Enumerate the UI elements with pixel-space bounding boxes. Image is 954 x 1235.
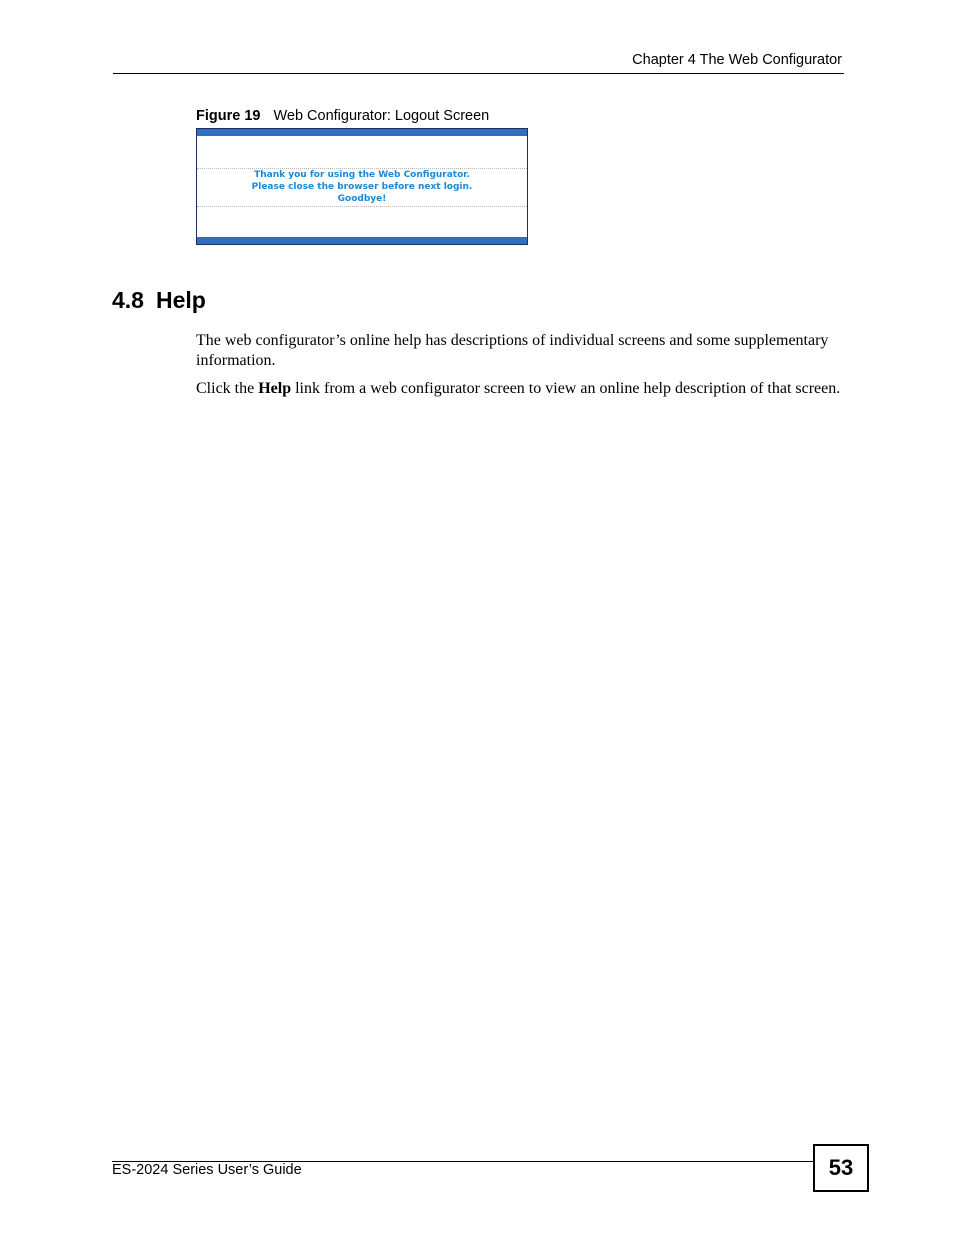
logout-message-line: Thank you for using the Web Configurator. xyxy=(254,170,470,180)
header-rule xyxy=(113,73,844,74)
logout-screen-figure xyxy=(196,128,528,245)
figure-caption xyxy=(196,108,489,124)
figure-bottom-bar xyxy=(197,237,527,244)
logout-message-line: Goodbye! xyxy=(337,194,387,204)
body-paragraph xyxy=(196,379,844,399)
logout-message xyxy=(197,169,527,205)
running-footer: ES-2024 Series User’s Guide xyxy=(112,1162,302,1178)
section-title: Help xyxy=(155,287,206,313)
running-header: Chapter 4 The Web Configurator xyxy=(632,52,842,68)
page-number: 53 xyxy=(813,1144,869,1192)
logout-message-line: Please close the browser before next login. xyxy=(251,182,473,192)
figure-label: Figure 19 xyxy=(196,108,261,124)
paragraph-text: link from a web configurator screen to view an online help description of that screen. xyxy=(291,380,841,397)
figure-divider xyxy=(197,206,527,207)
body-paragraph: The web configurator’s online help has descriptions of individual screens and some supplementary information. xyxy=(196,332,829,369)
figure-caption-text: Web Configurator: Logout Screen xyxy=(273,108,490,124)
section-heading xyxy=(112,287,206,314)
help-term: Help xyxy=(258,380,292,397)
paragraph-text: Click the xyxy=(196,380,259,397)
figure-top-bar xyxy=(197,129,527,136)
section-number: 4.8 xyxy=(112,287,144,313)
